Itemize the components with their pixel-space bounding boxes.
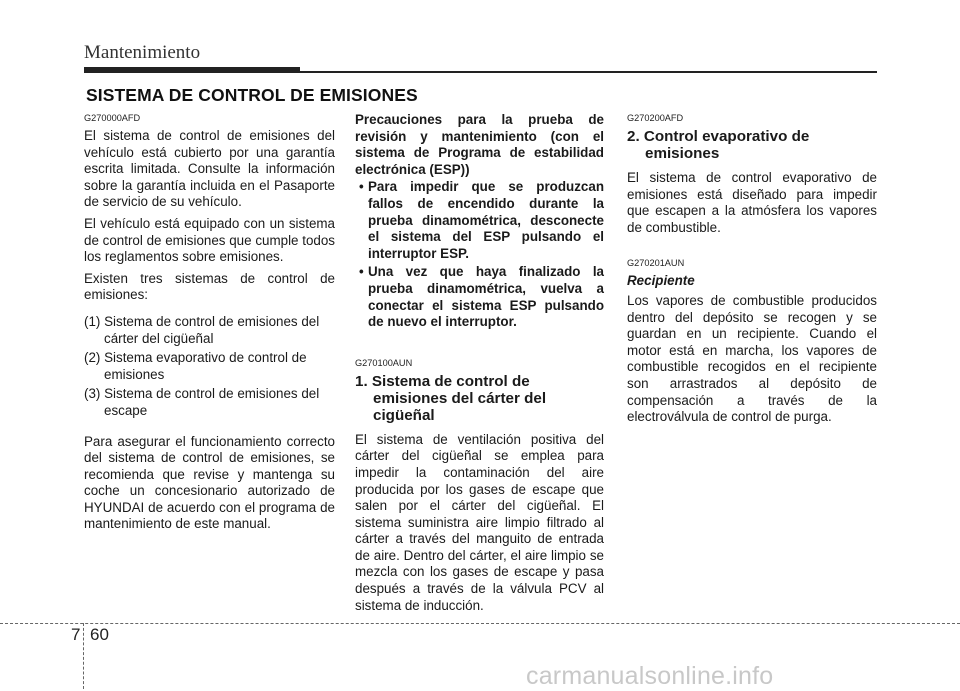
page-header-title: Mantenimiento <box>84 42 201 63</box>
watermark-text: carmanualsonline.info <box>526 662 774 690</box>
subsection-heading: 1. Sistema de control de emisiones del cárter del cigüeñal <box>355 372 547 424</box>
subsection-heading: 2. Control evaporativo de emisiones <box>627 128 810 162</box>
list-item <box>355 264 604 330</box>
bullet-icon: • <box>359 264 364 280</box>
header-rule-thick <box>84 67 300 73</box>
section-title: SISTEMA DE CONTROL DE EMISIONES <box>86 85 418 105</box>
list-item-text: Para impedir que se produzcan fallos de encendido durante la prueba dinamométrica, desconecte el sistema del ESP pulsando el interruptor ESP. <box>368 179 604 261</box>
column-3 <box>627 112 877 431</box>
paragraph: Los vapores de combustible producidos dentro del depósito se recogen y se guardan en un recipiente. Cuando el motor está en marcha, los vapores de combustible recogidos en el recipiente son arrastrados al depósito de compensación a través de la electroválvula de control de purga. <box>627 292 877 425</box>
header-rule-thin <box>300 71 877 73</box>
list-item: (2) Sistema evaporativo de control de emisiones <box>84 350 307 382</box>
paragraph: Para asegurar el funcionamiento correcto del sistema de control de emisiones, se recomienda que revise y mantenga su coche un concesionario autorizado de HYUNDAI de acuerdo con el programa de mantenimiento de este manual. <box>84 433 335 532</box>
reference-code: G270000AFD <box>84 113 141 123</box>
list-item <box>355 179 604 262</box>
subheading-italic: Recipiente <box>627 273 695 289</box>
list-item-text: Una vez que haya finalizado la prueba dinamométrica, vuelva a conectar el sistema ESP pulsando de nuevo el interruptor. <box>368 264 604 330</box>
reference-code: G270201AUN <box>627 258 685 269</box>
paragraph: El sistema de control evaporativo de emisiones está diseñado para impedir que escapen a la atmósfera los vapores de combustible. <box>627 170 877 235</box>
footer-divider <box>0 623 960 624</box>
page-number: 60 <box>90 625 109 644</box>
paragraph: El sistema de ventilación positiva del cárter del cigüeñal se emplea para impedir la contaminación del aire producida por los gases de escape que salen por el cárter del cigüeñal. El sistema suministra aire limpio filtrado al cárter a través del manguito de entrada de aire. Dentro del cárter, el aire limpio se mezcla con los gases de escape y pasa después a través de la válvula PCV al sistema de inducción. <box>355 431 604 613</box>
footer-vertical-divider <box>83 623 84 689</box>
paragraph: El sistema de control de emisiones del vehículo está cubierto por una garantía escrita limitada. Consulte la información sobre la garantía incluida en el Pasaporte de servicio de su vehículo. <box>84 128 335 210</box>
list-item: (1) Sistema de control de emisiones del cárter del cigüeñal <box>84 313 320 346</box>
bullet-icon: • <box>359 179 364 195</box>
precautions-list <box>355 179 604 330</box>
reference-code: G270100AUN <box>355 357 413 368</box>
paragraph: Existen tres sistemas de control de emisiones: <box>84 270 335 303</box>
column-1 <box>84 112 335 538</box>
reference-code: G270200AFD <box>627 113 684 123</box>
list-item: (3) Sistema de control de emisiones del escape <box>84 386 320 418</box>
precautions-title: Precauciones para la prueba de revisión y mantenimiento (con el sistema de Programa de estabilidad electrónica (ESP)) <box>355 112 604 177</box>
emission-systems-list <box>84 314 335 420</box>
paragraph: El vehículo está equipado con un sistema de control de emisiones que cumple todos los reglamentos sobre emisiones. <box>84 215 335 265</box>
chapter-number: 7 <box>71 625 81 644</box>
column-2 <box>355 112 604 619</box>
